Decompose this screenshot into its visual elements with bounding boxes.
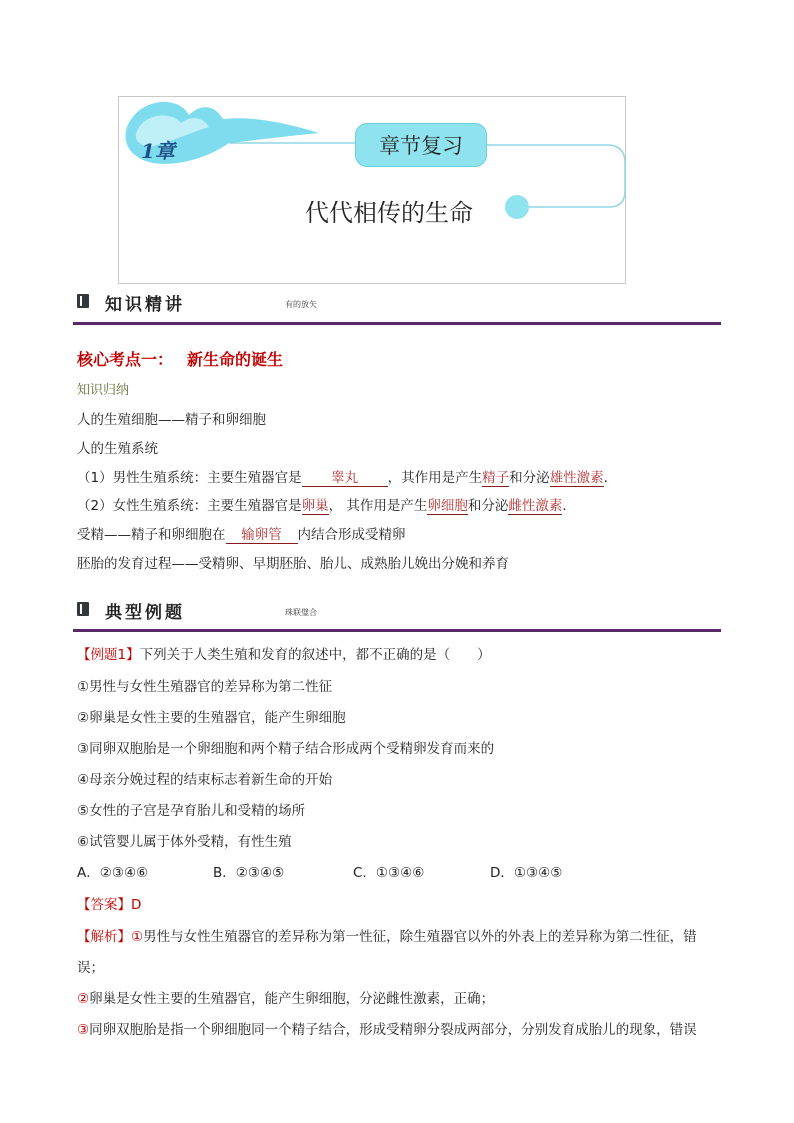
answer-options	[77, 861, 562, 881]
section-subtitle: 有的放矢	[285, 300, 317, 309]
question-item: ③同卵双胞胎是一个卵细胞和两个精子结合形成两个受精卵发育而来的	[77, 741, 495, 757]
core-point-title: 核心考点一： 新生命的诞生	[77, 350, 284, 369]
question-item: ①男性与女性生殖器官的差异称为第二性征	[77, 679, 333, 695]
option-a: A．②③④⑥	[77, 865, 149, 881]
summary-label: 知识归纳	[77, 383, 130, 398]
analysis-line: 误；	[77, 960, 104, 976]
question-stem: 【例题1】下列关于人类生殖和发育的叙述中，都不正确的是（ ）	[77, 647, 491, 663]
section-title: 知识精讲	[105, 295, 185, 315]
male-system-line: （1）男性生殖系统：主要生殖器官是 睾丸 ，其作用是产生精子和分泌雄性激素.	[77, 466, 608, 487]
analysis-line: ③同卵双胞胎是指一个卵细胞同一个精子结合，形成受精卵分裂成两部分，分别发育成胎儿的现象，错误	[77, 1022, 697, 1038]
question-item: ⑤女性的子宫是孕育胎儿和受精的场所	[77, 803, 306, 819]
text-line: 人的生殖细胞——精子和卵细胞	[77, 412, 266, 428]
embryo-line: 胚胎的发育过程——受精卵、早期胚胎、胎儿、成熟胎儿娩出分娩和养育	[77, 556, 509, 572]
section-pill: 章节复习	[355, 123, 487, 167]
analysis-line: 【解析】①男性与女性生殖器官的差异称为第一性征，除生殖器官以外的外表上的差异称为第二性征，错	[77, 929, 697, 945]
question-item: ④母亲分娩过程的结束标志着新生命的开始	[77, 772, 333, 788]
option-c: C．①③④⑥	[353, 865, 425, 881]
section-divider	[73, 322, 721, 325]
section-divider	[73, 629, 721, 632]
section-subtitle: 珠联璧合	[285, 608, 317, 617]
option-b: B．②③④⑤	[213, 865, 285, 881]
fill-blank: 输卵管	[226, 523, 298, 544]
question-item: ②卵巢是女性主要的生殖器官，能产生卵细胞	[77, 710, 346, 726]
answer: 【答案】D	[77, 897, 142, 913]
female-system-line: （2）女性生殖系统：主要生殖器官是卵巢， 其作用是产生卵细胞和分泌雌性激素.	[77, 498, 567, 514]
section-header-examples	[77, 598, 721, 628]
unit-title: 代代相传的生命	[305, 199, 473, 227]
analysis-line: ②卵巢是女性主要的生殖器官，能产生卵细胞，分泌雌性激素，正确；	[77, 991, 495, 1007]
question-item: ⑥试管婴儿属于体外受精，有性生殖	[77, 834, 292, 850]
text-line: 人的生殖系统	[77, 441, 158, 457]
chapter-number: 1章	[141, 139, 175, 163]
fertilization-line: 受精——精子和卵细胞在 输卵管 内结合形成受精卵	[77, 523, 406, 544]
dot-decoration	[505, 195, 529, 219]
chapter-banner	[118, 96, 626, 284]
fill-blank: 睾丸	[302, 466, 388, 487]
section-header-knowledge	[77, 290, 721, 320]
option-d: D．①③④⑤	[490, 865, 563, 881]
book-icon	[77, 294, 89, 308]
section-title: 典型例题	[105, 603, 185, 623]
book-icon	[77, 602, 89, 616]
